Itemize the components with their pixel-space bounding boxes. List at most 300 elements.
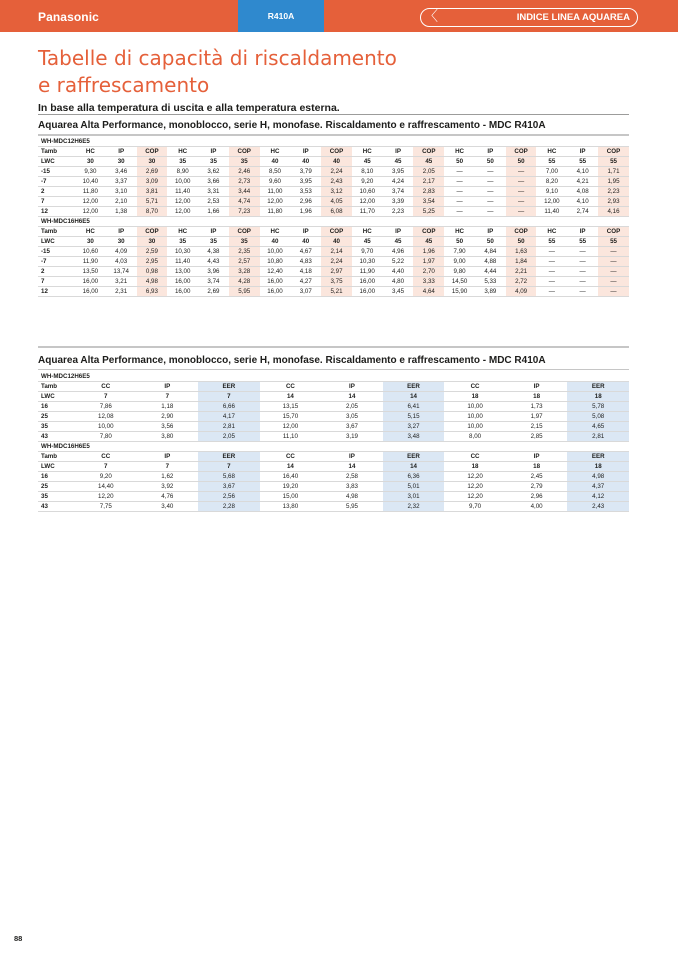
table-cell: 10,00 [75,422,137,432]
cooling-title-divider [38,369,629,371]
table-cell: 12,40 [260,267,291,277]
table-cell: 4,09 [506,287,537,297]
table-cell: — [598,267,629,277]
table-cell: 45 [383,157,414,167]
table-cell: 2,69 [198,287,229,297]
table-cell: 3,40 [137,502,199,512]
table-cell: 7,80 [75,432,137,442]
table-cell: 10,00 [444,402,506,412]
table-cell: 10,00 [444,412,506,422]
row-label-cell: 25 [38,412,75,422]
table-row [38,502,629,512]
table-cell: 2,32 [383,502,445,512]
table-cell: IP [321,382,383,392]
table-cell: 4,76 [137,492,199,502]
table-cell: 2,21 [506,267,537,277]
row-label-cell: 43 [38,432,75,442]
row-label-cell: LWC [38,157,75,167]
table-cell: 2,79 [506,482,568,492]
table-cell: 3,28 [229,267,260,277]
table-cell: 1,38 [106,207,137,217]
table-cell: COP [137,227,168,237]
table-cell: 11,10 [260,432,322,442]
header-row-lwc [38,462,629,472]
table-cell: 2,70 [413,267,444,277]
table-cell: 1,62 [137,472,199,482]
table-cell: 5,71 [137,197,168,207]
table-cell: 4,98 [137,277,168,287]
table-cell: 3,74 [383,187,414,197]
table-cell: 30 [106,237,137,247]
table-cell: 2,43 [321,177,352,187]
table-cell: 12,00 [75,197,106,207]
table-cell: 4,10 [567,167,598,177]
table-row [38,287,629,297]
table-cell: — [444,187,475,197]
table-cell: 3,54 [413,197,444,207]
table-cell: CC [260,452,322,462]
table-cell: 3,96 [198,267,229,277]
table-cell: 15,70 [260,412,322,422]
page-title [38,45,397,99]
table-cell: 16,00 [352,287,383,297]
table-cell: 10,30 [167,247,198,257]
table-cell: 2,53 [198,197,229,207]
table-cell: 55 [598,237,629,247]
table-cell: 18 [567,462,629,472]
table-cell: 30 [137,157,168,167]
table-cell: 2,57 [229,257,260,267]
row-label-cell: 7 [38,277,75,287]
table-cell: HC [352,147,383,157]
row-label-cell: 12 [38,207,75,217]
row-label-cell: Tamb [38,227,75,237]
table-cell: 4,21 [567,177,598,187]
table-cell: 3,19 [321,432,383,442]
table-cell: 4,08 [567,187,598,197]
table-cell: 2,73 [229,177,260,187]
table-cell: 1,18 [137,402,199,412]
table-cell: 4,44 [475,267,506,277]
page-subtitle: In base alla temperatura di uscita e alla temperatura esterna. [38,102,340,114]
table-cell: 2,23 [383,207,414,217]
table-cell: 4,24 [383,177,414,187]
table-cell: — [506,177,537,187]
table-cell: 35 [167,237,198,247]
table-cell: 5,21 [321,287,352,297]
table-cell: 9,20 [352,177,383,187]
table-cell: 2,23 [598,187,629,197]
table-cell: 55 [567,157,598,167]
table-cell: COP [413,227,444,237]
table-cell: 5,78 [567,402,629,412]
table-cell: 12,08 [75,412,137,422]
table-cell: 2,85 [506,432,568,442]
table-cell: 3,45 [383,287,414,297]
table-cell: — [506,187,537,197]
header-row-lwc [38,237,629,247]
table-cell: 3,05 [321,412,383,422]
table-cell: 8,00 [444,432,506,442]
table-cell: 12,20 [444,472,506,482]
table-cell: 11,40 [167,257,198,267]
table-cell: 4,00 [506,502,568,512]
table-cell: 2,35 [229,247,260,257]
table-cell: IP [383,227,414,237]
table-cell: 16,00 [352,277,383,287]
table-cell: 2,59 [137,247,168,257]
table-cell: 2,96 [290,197,321,207]
table-cell: 4,64 [413,287,444,297]
table-cell: 7 [198,462,260,472]
table-cell: 45 [352,157,383,167]
table-cell: 10,40 [75,177,106,187]
table-cell: 4,03 [106,257,137,267]
table-row [38,167,629,177]
table-cell: 50 [475,157,506,167]
table-row [38,207,629,217]
table-row [38,412,629,422]
table-row [38,177,629,187]
table-cell: 35 [198,157,229,167]
table-cell: 9,70 [352,247,383,257]
table-cell: 8,10 [352,167,383,177]
table-cell: 3,75 [321,277,352,287]
table-cell: HC [536,227,567,237]
row-label-cell: 2 [38,187,75,197]
table-cell: 2,05 [413,167,444,177]
table-cell: 16,00 [75,287,106,297]
table-cell: — [536,257,567,267]
row-label-cell: -7 [38,257,75,267]
row-label-cell: 16 [38,472,75,482]
table-cell: HC [260,227,291,237]
table-cell: 3,39 [383,197,414,207]
row-label-cell: Tamb [38,147,75,157]
table-cell: 11,90 [75,257,106,267]
model-name: WH-MDC12H6E5 [38,372,629,382]
table-cell: 50 [475,237,506,247]
table-cell: EER [567,452,629,462]
table-cell: 2,96 [506,492,568,502]
table-cell: 1,66 [198,207,229,217]
table-cell: 10,00 [260,247,291,257]
table-cell: 10,00 [167,177,198,187]
table-row [38,277,629,287]
table-cell: 6,36 [383,472,445,482]
row-label-cell: Tamb [38,382,75,392]
table-cell: 12,20 [444,482,506,492]
table-cell: 3,95 [290,177,321,187]
row-label-cell: 35 [38,422,75,432]
table-cell: IP [198,227,229,237]
table-cell: 2,74 [567,207,598,217]
table-cell: 45 [413,237,444,247]
table-cell: COP [598,227,629,237]
table-cell: 5,22 [383,257,414,267]
table-cell: COP [321,147,352,157]
table-cell: — [536,267,567,277]
table-cell: 30 [106,157,137,167]
table-cell: 4,43 [198,257,229,267]
table-cell: — [567,267,598,277]
model-name: WH-MDC16H6E5 [38,442,629,452]
table-cell: 40 [290,237,321,247]
table-cell: — [567,247,598,257]
table-cell: 16,00 [167,287,198,297]
table-cell: IP [506,382,568,392]
table-cell: 0,98 [137,267,168,277]
table-cell: 4,96 [383,247,414,257]
table-cell: 3,81 [137,187,168,197]
table-cell: 50 [444,157,475,167]
table-cell: CC [444,452,506,462]
table-cell: 4,38 [198,247,229,257]
table-cell: 14 [260,392,322,402]
table-cell: 2,24 [321,257,352,267]
table-cell: 35 [229,157,260,167]
table-cell: 9,70 [444,502,506,512]
table-cell: 1,73 [506,402,568,412]
model-name: WH-MDC12H6E5 [38,137,629,147]
table-cell: — [475,197,506,207]
tab-r410a[interactable] [238,0,324,32]
table-cell: 55 [598,157,629,167]
table-cell: 14 [260,462,322,472]
table-cell: 10,80 [260,257,291,267]
table-cell: IP [321,452,383,462]
table-cell: 2,69 [137,167,168,177]
table-cell: — [598,277,629,287]
model-row [38,442,629,452]
table-cell: HC [167,147,198,157]
table-cell: 7,86 [75,402,137,412]
table-cell: 3,12 [321,187,352,197]
table-cell: 4,80 [383,277,414,287]
table-cell: 2,81 [198,422,260,432]
table-cell: 18 [506,392,568,402]
table-cell: 13,15 [260,402,322,412]
table-cell: 13,50 [75,267,106,277]
table-cell: — [475,187,506,197]
table-cell: 7,75 [75,502,137,512]
table-cell: 4,74 [229,197,260,207]
table-cell: 3,53 [290,187,321,197]
table-cell: 16,40 [260,472,322,482]
table-cell: 2,43 [567,502,629,512]
table-row [38,247,629,257]
table-cell: 16,00 [75,277,106,287]
table-cell: 12,00 [167,207,198,217]
table-cell: 30 [75,237,106,247]
table-cell: IP [198,147,229,157]
row-label-cell: 43 [38,502,75,512]
table-cell: IP [475,227,506,237]
row-label-cell: 16 [38,402,75,412]
table-cell: 5,01 [383,482,445,492]
table-cell: 4,98 [567,472,629,482]
table-row [38,422,629,432]
header-row-tamb [38,227,629,237]
table-cell: 3,80 [137,432,199,442]
table-cell: 12,00 [260,197,291,207]
table-cell: 4,88 [475,257,506,267]
table-cell: HC [444,227,475,237]
table-cell: 2,24 [321,167,352,177]
table-cell: 3,21 [106,277,137,287]
table-cell: 35 [229,237,260,247]
table-cell: 14 [383,462,445,472]
table-cell: 3,74 [198,277,229,287]
table-cell: IP [567,227,598,237]
table-cell: 16,00 [167,277,198,287]
chevron-left-icon[interactable]: 〈 [424,9,438,25]
table-cell: 2,93 [598,197,629,207]
table-cell: 3,31 [198,187,229,197]
row-label-cell: -15 [38,167,75,177]
table-cell: 2,46 [229,167,260,177]
table-cell: 3,09 [137,177,168,187]
table-cell: HC [75,147,106,157]
table-cell: 11,70 [352,207,383,217]
header-row-tamb [38,452,629,462]
table-cell: 1,97 [506,412,568,422]
table-cell: CC [75,382,137,392]
table-cell: 11,00 [260,187,291,197]
table-cell: 6,66 [198,402,260,412]
table-cell: — [567,257,598,267]
table-cell: — [567,277,598,287]
table-cell: 14 [321,392,383,402]
table-cell: 3,27 [383,422,445,432]
table-row [38,492,629,502]
table-cell: 3,66 [198,177,229,187]
table-cell: 4,27 [290,277,321,287]
table-cell: HC [444,147,475,157]
table-cell: 45 [413,157,444,167]
index-nav-label[interactable]: INDICE LINEA AQUAREA [516,12,630,23]
table-cell: — [506,197,537,207]
table-cell: 5,95 [229,287,260,297]
table-cell: — [506,207,537,217]
table-cell: 4,18 [290,267,321,277]
brand-logo: Panasonic [38,10,99,24]
table-cell: 7 [137,462,199,472]
table-cell: — [444,207,475,217]
table-cell: — [536,247,567,257]
header-row-lwc [38,157,629,167]
table-cell: 13,74 [106,267,137,277]
table-cell: 4,98 [321,492,383,502]
table-cell: 1,63 [506,247,537,257]
table-cell: 8,90 [167,167,198,177]
table-cell: 2,45 [506,472,568,482]
table-cell: 1,84 [506,257,537,267]
table-cell: 4,12 [567,492,629,502]
table-cell: 50 [506,157,537,167]
table-cell: 16,00 [260,287,291,297]
table-cell: 2,95 [137,257,168,267]
table-cell: HC [536,147,567,157]
row-label-cell: LWC [38,462,75,472]
table-cell: 3,56 [137,422,199,432]
table-cell: 5,95 [321,502,383,512]
table-cell: IP [383,147,414,157]
table-cell: 3,10 [106,187,137,197]
table-cell: 11,90 [352,267,383,277]
table-cell: 14,50 [444,277,475,287]
table-cell: IP [567,147,598,157]
table-cell: 50 [506,237,537,247]
table-cell: 45 [352,237,383,247]
table-cell: CC [444,382,506,392]
table-cell: 55 [536,157,567,167]
table-cell: 3,37 [106,177,137,187]
table-cell: 14,40 [75,482,137,492]
table-cell: 2,14 [321,247,352,257]
top-bar [0,0,678,32]
table-cell: 10,30 [352,257,383,267]
table-cell: 2,90 [137,412,199,422]
table-cell: 9,30 [75,167,106,177]
table-cell: 3,95 [383,167,414,177]
table-cell: 1,71 [598,167,629,177]
row-label-cell: 12 [38,287,75,297]
table-cell: — [444,167,475,177]
table-cell: CC [75,452,137,462]
model-row [38,372,629,382]
table-cell: 7 [75,392,137,402]
table-row [38,402,629,412]
table-cell: 7,23 [229,207,260,217]
table-cell: 40 [260,157,291,167]
table-cell: 15,90 [444,287,475,297]
table-cell: 18 [444,392,506,402]
header-row-tamb [38,147,629,157]
table-cell: 35 [198,237,229,247]
table-cell: 30 [137,237,168,247]
page-title-line-1: Tabelle di capacità di riscaldamento [38,46,397,70]
table-cell: 12,20 [444,492,506,502]
table-cell: 2,15 [506,422,568,432]
subtitle-divider [38,114,629,115]
table-cell: IP [290,227,321,237]
table-cell: 4,17 [198,412,260,422]
table-cell: 8,20 [536,177,567,187]
table-cell: IP [106,147,137,157]
table-cell: IP [137,452,199,462]
table-cell: 2,81 [567,432,629,442]
table-cell: 7 [198,392,260,402]
table-cell: 2,05 [321,402,383,412]
table-cell: 3,07 [290,287,321,297]
table-cell: 50 [444,237,475,247]
table-cell: 4,40 [383,267,414,277]
row-label-cell: 25 [38,482,75,492]
table-cell: EER [198,452,260,462]
table-cell: 7,90 [444,247,475,257]
table-cell: 8,50 [260,167,291,177]
table-cell: 10,00 [444,422,506,432]
table-cell: 4,10 [567,197,598,207]
table-cell: — [567,287,598,297]
table-cell: 3,89 [475,287,506,297]
table-cell: 3,67 [198,482,260,492]
row-label-cell: -7 [38,177,75,187]
table-cell: COP [229,227,260,237]
table-cell: 12,00 [352,197,383,207]
table-cell: 3,33 [413,277,444,287]
